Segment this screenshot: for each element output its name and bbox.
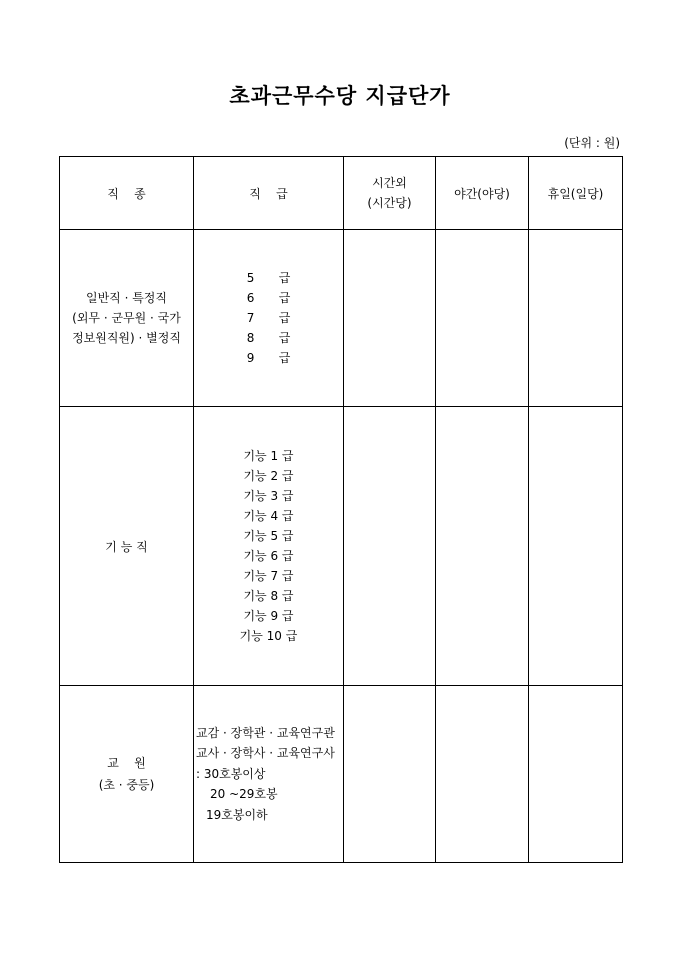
night-cell-technical — [436, 407, 529, 686]
rank-item: 20 ~29호봉 — [210, 787, 278, 802]
grade-number: 7 — [246, 311, 255, 325]
rank-item: 교사 · 장학사 · 교육연구사 — [196, 746, 335, 761]
grade-item: 기능 9 급 — [243, 609, 294, 623]
grade-number: 9 — [246, 351, 255, 365]
grade-item: 기능 10 급 — [239, 629, 298, 643]
grade-item: 기능 1 급 — [243, 449, 294, 463]
rank-item: 교감 · 장학관 · 교육연구관 — [196, 725, 335, 740]
table-row-teacher — [60, 686, 623, 863]
job-type-line: (외무 · 군무원 · 국가 — [72, 311, 181, 325]
grade-item — [247, 288, 291, 308]
header-overtime — [344, 157, 436, 230]
grade-item: 기능 2 급 — [243, 469, 294, 483]
night-cell-general — [436, 230, 529, 407]
table-row-technical — [60, 407, 623, 686]
overtime-cell-general — [344, 230, 436, 407]
header-overtime-line1: 시간외 — [372, 176, 407, 190]
grade-item: 기능 3 급 — [243, 489, 294, 503]
header-job-type: 직 종 — [60, 157, 194, 230]
holiday-cell-technical — [529, 407, 623, 686]
grade-unit: 급 — [278, 331, 291, 345]
unit-note: (단위 : 원) — [564, 136, 620, 150]
grades-technical — [194, 407, 344, 686]
header-row — [60, 157, 623, 230]
grade-item: 기능 6 급 — [243, 549, 294, 563]
grade-item — [247, 328, 291, 348]
holiday-cell-general — [529, 230, 623, 407]
overtime-cell-teacher — [344, 686, 436, 863]
holiday-cell-teacher — [529, 686, 623, 863]
night-cell-teacher — [436, 686, 529, 863]
grade-item — [247, 268, 291, 288]
job-type-line: 정보원직원) · 별정직 — [72, 331, 181, 345]
grade-unit: 급 — [278, 351, 291, 365]
header-overtime-line2: (시간당) — [367, 196, 412, 210]
grade-item — [247, 308, 291, 328]
rank-item: 19호봉이하 — [206, 807, 268, 822]
document-title: 초과근무수당 지급단가 — [229, 83, 451, 108]
grade-item: 기능 8 급 — [243, 589, 294, 603]
header-grade: 직 급 — [194, 157, 344, 230]
overtime-cell-technical — [344, 407, 436, 686]
job-type-line: 교 원 — [107, 756, 146, 770]
job-type-technical: 기 능 직 — [60, 407, 194, 686]
grade-number: 5 — [246, 271, 255, 285]
grade-item: 기능 5 급 — [243, 529, 294, 543]
job-type-line: 일반직 · 특정직 — [86, 291, 167, 305]
grades-general — [194, 230, 344, 407]
job-type-general — [60, 230, 194, 407]
grade-item — [247, 348, 291, 368]
grade-item: 기능 7 급 — [243, 569, 294, 583]
grade-number: 8 — [246, 331, 255, 345]
header-night: 야간(야당) — [436, 157, 529, 230]
grade-item: 기능 4 급 — [243, 509, 294, 523]
grade-number: 6 — [246, 291, 255, 305]
grade-unit: 급 — [278, 311, 291, 325]
job-type-line: (초 · 중등) — [98, 778, 155, 792]
table-row-general — [60, 230, 623, 407]
rank-item: : 30호봉이상 — [196, 766, 266, 781]
grade-unit: 급 — [278, 291, 291, 305]
header-holiday: 휴일(일당) — [529, 157, 623, 230]
job-type-teacher — [60, 686, 194, 863]
grade-unit: 급 — [278, 271, 291, 285]
allowance-table — [59, 156, 623, 863]
ranks-teacher — [194, 686, 344, 863]
